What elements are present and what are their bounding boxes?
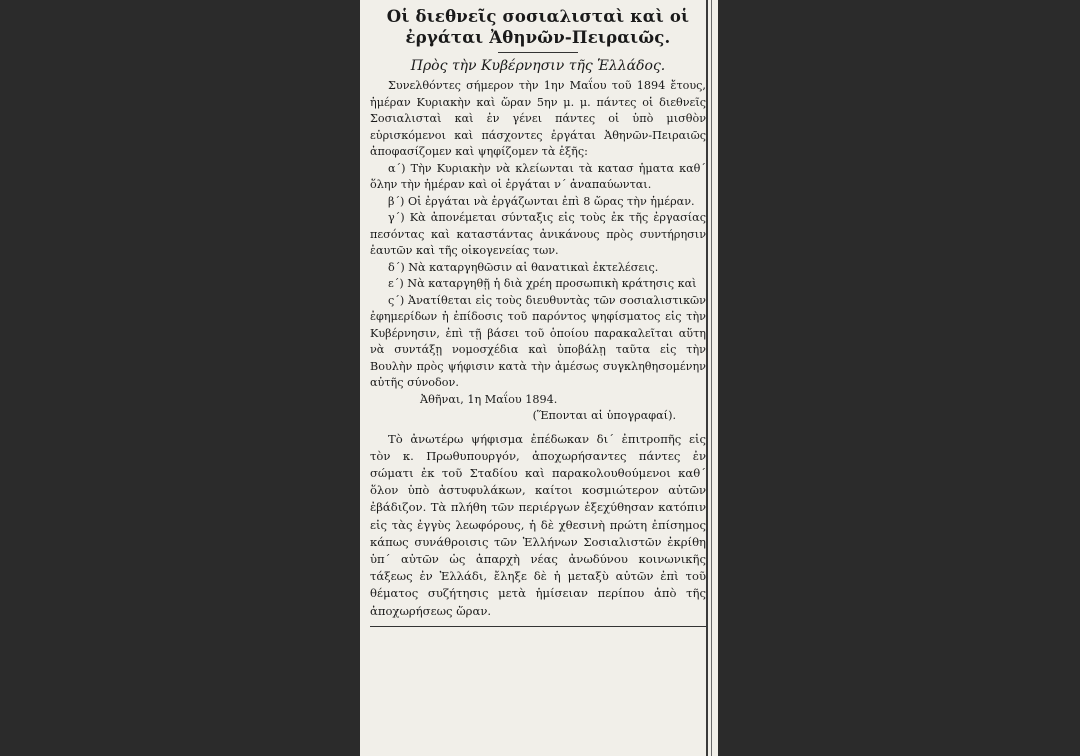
closing-section [370, 431, 706, 620]
column-rule-thin [711, 0, 712, 756]
headline-line-1: Οἱ διεθνεῖς σοσιαλισταὶ καὶ οἱ [386, 7, 690, 26]
subheading: Πρὸς τὴν Κυβέρνησιν τῆς Ἑλλάδος. [410, 58, 666, 74]
resolution-text [370, 78, 706, 392]
newspaper-clipping [360, 0, 718, 756]
resolution-item: δ΄) Νὰ καταργηθῶσιν αἱ θανατικαὶ ἐκτελέσεις. [388, 260, 659, 274]
headline [370, 6, 706, 48]
resolution-item: β΄) Οἱ ἐργάται νὰ ἐργάζωνται ἐπὶ 8 ὥρας τὴν ἡμέραν. [388, 194, 695, 208]
headline-line-2: ἐργάται Ἀθηνῶν-Πειραιῶς. [405, 28, 671, 47]
signatures-note: (Ἕπονται αἱ ὑπογραφαί). [532, 409, 676, 422]
bottom-divider [370, 626, 706, 627]
resolution-item: ε΄) Νὰ καταργηθῇ ἡ διὰ χρέη προσωπικὴ κράτησις καὶ [388, 277, 697, 290]
dateline: Ἀθῆναι, 1η Μαΐου 1894. [420, 392, 558, 406]
column-rule [706, 0, 708, 756]
resolution-item: γ΄) Κὰ ἀπονέμεται σύνταξις εἰς τοὺς ἐκ τῆς ἐργασίας πεσόντας καὶ καταστάντας ἀνικάνους πρὸς συντήρησιν ἑαυτῶν καὶ τῆς οἰκογενείας των. [370, 211, 706, 257]
divider [498, 52, 578, 53]
resolution-item: α΄) Τὴν Κυριακὴν νὰ κλείωνται τὰ κατασ ἡματα καθ΄ ὅλην τὴν ἡμέραν καὶ οἱ ἐργάται ν΄ ἀναπαύωνται. [370, 161, 706, 191]
resolution-item: ς΄) Ἀνατίθεται εἰς τοὺς διευθυντὰς τῶν σοσιαλιστικῶν ἐφημερίδων ἡ ἐπίδοσις τοῦ παρόντος ψηφίσματος εἰς τὴν Κυβέρνησιν, ἐπὶ τῇ βάσει τοῦ ὁποίου παρακαλεῖται αὕτη νὰ συντάξῃ νομοσχέδια καὶ ὑποβάλῃ ταῦτα εἰς τὴν Βουλὴν πρὸς ψήφισιν κατὰ τὴν ἀμέσως συγκληθησομένην αὐτῆς σύνοδον. [370, 293, 706, 389]
intro-paragraph: Συνελθόντες σήμερον τὴν 1ην Μαΐου τοῦ 1894 ἔτους, ἡμέραν Κυριακὴν καὶ ὥραν 5ην μ. μ. πάντες οἱ διεθνεῖς Σοσιαλισταὶ καὶ ἐν γένει πάντες οἱ ὑπὸ μισθὸν εὑρισκόμενοι καὶ πάσχοντες ἐργάται Ἀθηνῶν-Πειραιῶς ἀποφασίζομεν καὶ ψηφίζομεν τὰ ἑξῆς: [370, 79, 706, 158]
closing-paragraph: Τὸ ἀνωτέρω ψήφισμα ἐπέδωκαν δι΄ ἐπιτροπῆς εἰς τὸν κ. Πρωθυπουργόν, ἀποχωρήσαντες πάντες ἐν σώματι ἐκ τοῦ Σταδίου καὶ παρακολουθούμενοι καθ΄ ὅλον ὑπὸ ἀστυφυλάκων, καίτοι κοσμιώτερον αὐτῶν ἐβάδιζον. Τὰ πλήθη τῶν περιέργων ἐξεχύθησαν κατόπιν εἰς τὰς ἐγγὺς λεωφόρους, ἡ δὲ χθεσινὴ πρώτη ἐπίσημος κάπως συνάθροισις τῶν Ἑλλήνων Σοσιαλιστῶν ἐκρίθη ὑπ΄ αὐτῶν ὡς ἀπαρχὴ νέας ἀνωδύνου κοινωνικῆς τάξεως ἐν Ἑλλάδι, ἔληξε δὲ ἡ μεταξὺ αὐτῶν ἐπὶ τοῦ θέματος συζήτησις μετὰ ἡμίσειαν περίπου ἀπὸ τῆς ἀποχωρήσεως ὥραν. [370, 431, 706, 618]
